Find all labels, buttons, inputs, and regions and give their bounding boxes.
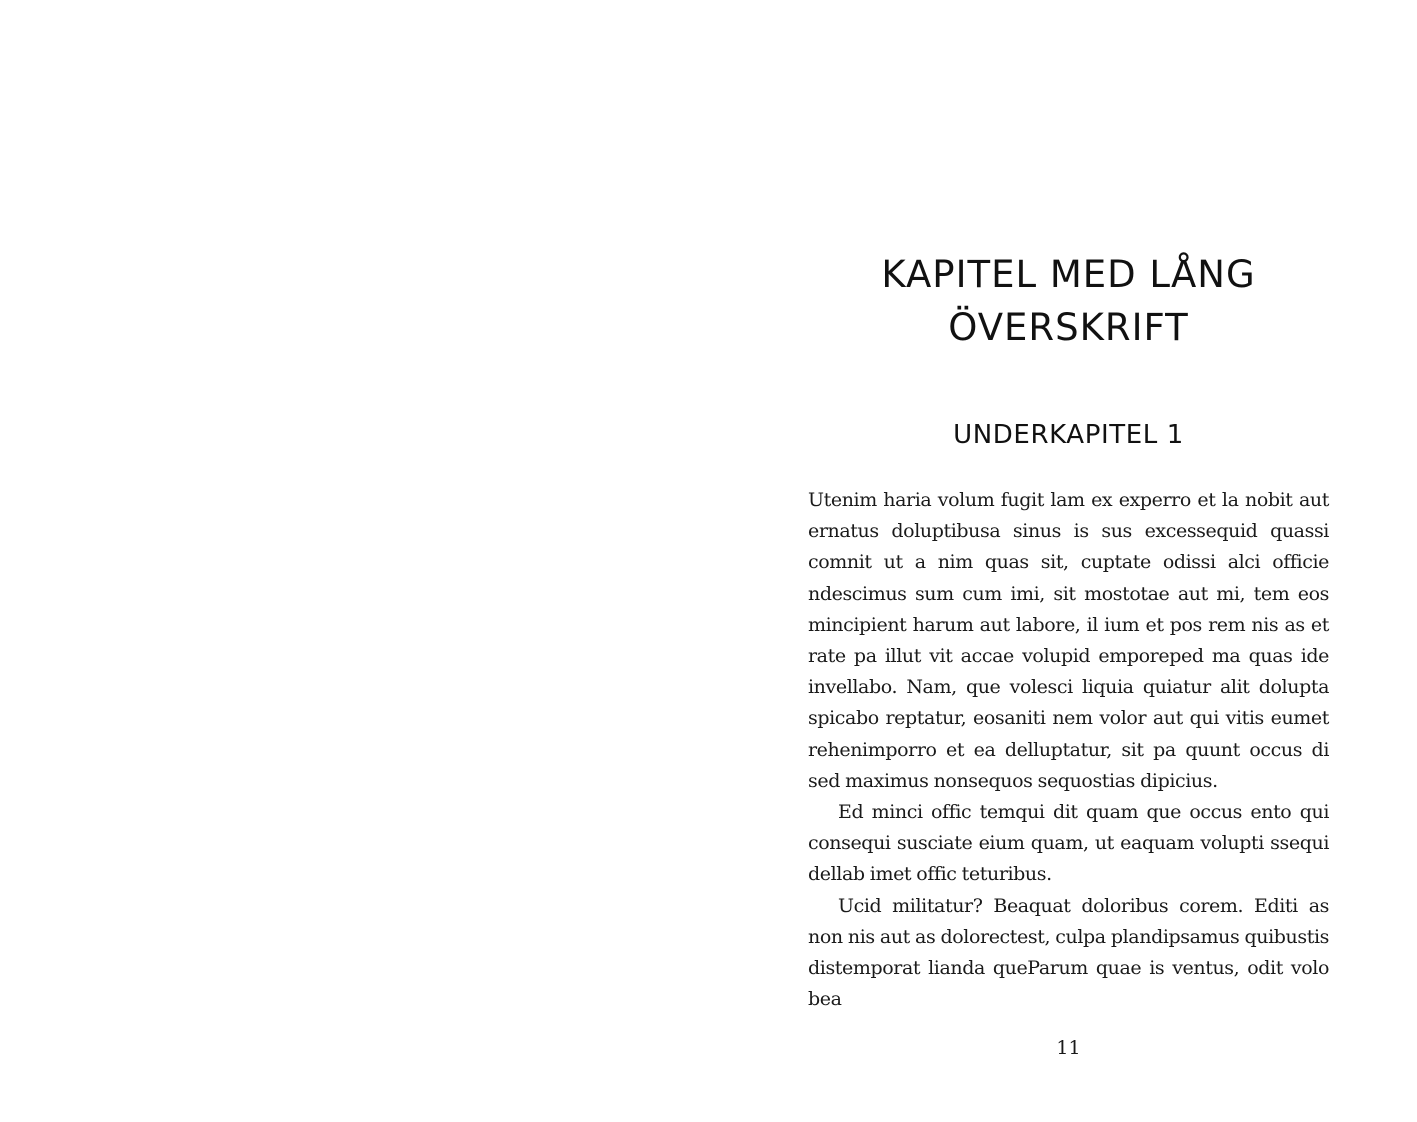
paragraph-2: Ed minci offic temqui dit quam que occus ento qui consequi susciate eium quam, ut eaquam volupti ssequi dellab imet offic teturibus. bbox=[808, 801, 1329, 886]
paragraph-3: Ucid militatur? Beaquat doloribus corem. Editi as non nis aut as dolorectest, culpa plandipsamus quibustis distemporat lianda queParum quae is ventus, odit volo bea bbox=[808, 894, 1329, 1011]
body-text bbox=[808, 485, 1329, 1015]
chapter-title-line-2: ÖVERSKRIFT bbox=[948, 306, 1189, 349]
paragraph-1: Utenim haria volum fugit lam ex experro et la nobit aut ernatus doluptibusa sinus is sus excessequid quassi comnit ut a nim quas sit, cuptate odissi alci officie ndescimus sum cum imi, sit mostotae aut mi, tem eos mincipient harum aut labore, il ium et pos rem nis as et rate pa illut vit accae volupid emporeped ma quas ide invellabo. Nam, que volesci liquia quiatur alit dolupta spicabo reptatur, eosaniti nem volor aut qui vitis eumet rehenimporro et ea delluptatur, sit pa quunt occus di sed maximus nonsequos sequostias dipicius. bbox=[808, 489, 1329, 792]
subchapter-title: UNDERKAPITEL 1 bbox=[953, 420, 1184, 450]
left-page-blank bbox=[0, 0, 708, 1122]
chapter-title bbox=[808, 248, 1329, 354]
page-number: 11 bbox=[1056, 1037, 1081, 1059]
chapter-title-line-1: KAPITEL MED LÅNG bbox=[881, 253, 1256, 296]
